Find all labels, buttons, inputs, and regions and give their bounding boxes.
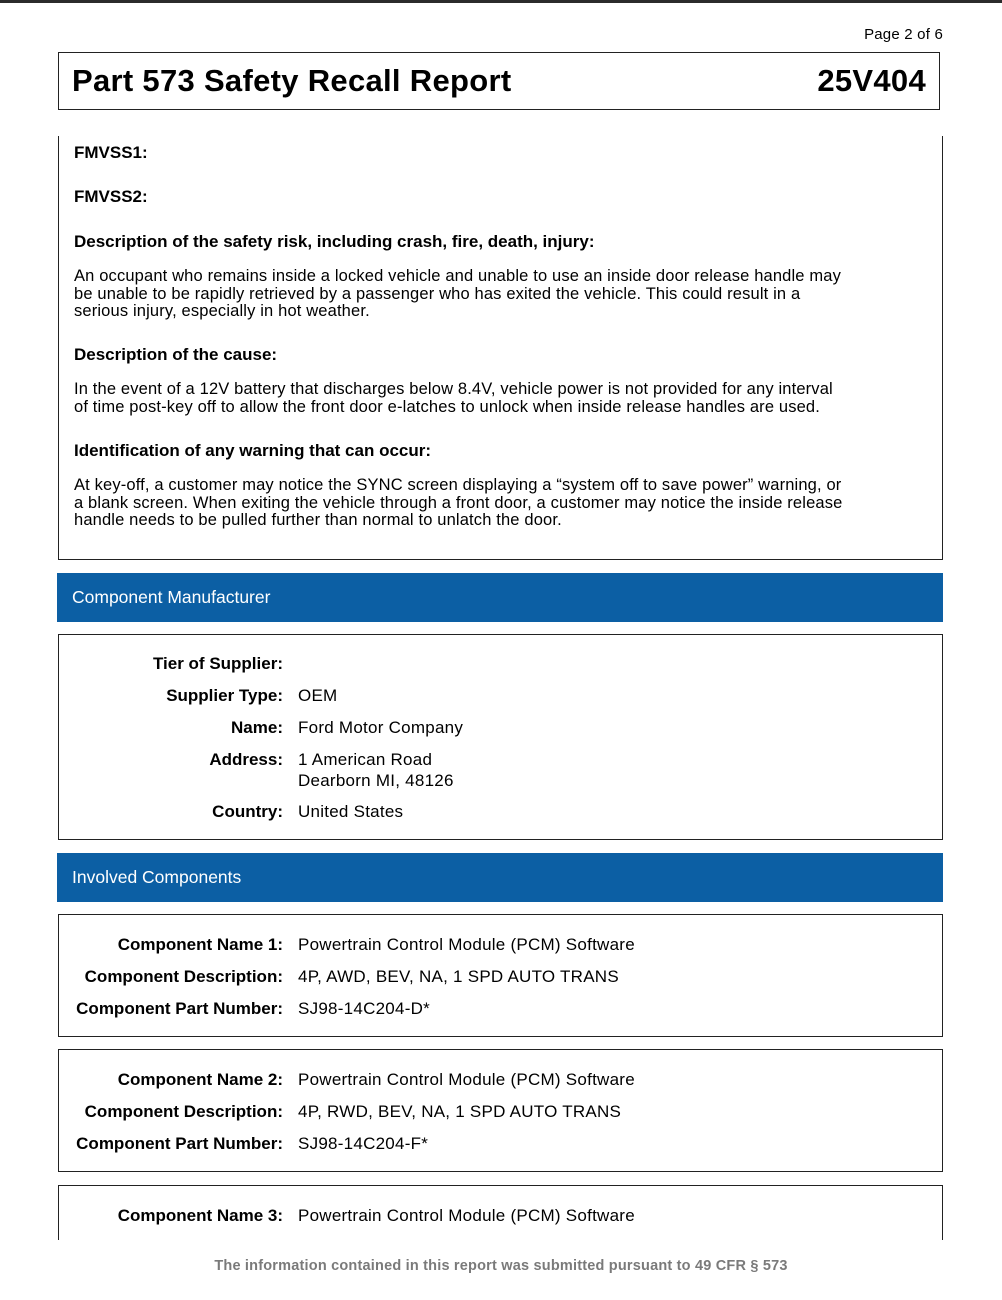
involved-components-header: Involved Components [57, 853, 943, 902]
cause-line: In the event of a 12V battery that discharges below 8.4V, vehicle power is not provided for any interval [74, 380, 833, 398]
report-id: 25V404 [817, 63, 926, 98]
component-part-number-label: Component Part Number: [76, 999, 283, 1018]
risk-paragraph [74, 268, 934, 321]
supplier-type-label: Supplier Type: [166, 686, 283, 705]
component-name-value: Powertrain Control Module (PCM) Software [298, 935, 635, 954]
component-2-box [58, 1049, 943, 1172]
component-description-label: Component Description: [84, 1102, 283, 1121]
cause-line: of time post-key off to allow the front door e-latches to unlock when inside release handles are used. [74, 397, 820, 416]
address-line-1: 1 American Road [298, 750, 433, 769]
description-section [58, 136, 943, 560]
report-header [58, 52, 940, 110]
component-part-number-value: SJ98-14C204-D* [298, 999, 431, 1018]
component-name-label: Component Name 3: [117, 1206, 283, 1225]
component-name-label: Component Name 1: [117, 935, 283, 954]
component-1-box [58, 914, 943, 1037]
cause-label: Description of the cause: [74, 345, 278, 364]
fmvss2-label: FMVSS2: [74, 187, 148, 206]
risk-line: An occupant who remains inside a locked vehicle and unable to use an inside door release handle may [74, 267, 841, 285]
name-value: Ford Motor Company [298, 718, 464, 737]
component-name-label: Component Name 2: [117, 1070, 283, 1089]
page-number: Page 2 of 6 [864, 26, 943, 43]
warning-line: handle needs to be pulled further than normal to unlatch the door. [74, 511, 562, 529]
name-label: Name: [231, 718, 283, 737]
component-name-value: Powertrain Control Module (PCM) Software [298, 1206, 635, 1225]
fmvss1-label: FMVSS1: [74, 143, 148, 162]
warning-paragraph [74, 477, 934, 530]
cause-paragraph [74, 381, 934, 416]
risk-line: be unable to be rapidly retrieved by a passenger who has exited the vehicle. This could result in a [74, 284, 801, 303]
risk-label: Description of the safety risk, including crash, fire, death, injury: [74, 232, 595, 251]
address-label: Address: [209, 750, 283, 769]
risk-line: serious injury, especially in hot weather. [74, 302, 370, 320]
address-line-2: Dearborn MI, 48126 [298, 771, 454, 790]
footer-note: The information contained in this report was submitted pursuant to 49 CFR § 573 [214, 1258, 788, 1274]
component-part-number-value: SJ98-14C204-F* [298, 1134, 429, 1153]
top-border [0, 0, 1002, 3]
component-manufacturer-header: Component Manufacturer [57, 573, 943, 622]
country-value: United States [298, 802, 404, 821]
component-description-value: 4P, AWD, BEV, NA, 1 SPD AUTO TRANS [298, 967, 619, 986]
report-title: Part 573 Safety Recall Report [72, 63, 512, 98]
component-description-label: Component Description: [84, 967, 283, 986]
component-name-value: Powertrain Control Module (PCM) Software [298, 1070, 635, 1089]
supplier-type-value: OEM [298, 686, 338, 705]
country-label: Country: [212, 802, 283, 821]
warning-line: a blank screen. When exiting the vehicle through a front door, a customer may notice the inside release [74, 493, 843, 512]
tier-label: Tier of Supplier: [152, 654, 283, 673]
warning-label: Identification of any warning that can occur: [74, 441, 432, 460]
component-part-number-label: Component Part Number: [76, 1134, 283, 1153]
component-manufacturer-box [58, 634, 943, 840]
component-3-box [58, 1185, 943, 1240]
component-description-value: 4P, RWD, BEV, NA, 1 SPD AUTO TRANS [298, 1102, 622, 1121]
warning-line: At key-off, a customer may notice the SYNC screen displaying a “system off to save power” warning, or [74, 476, 842, 494]
